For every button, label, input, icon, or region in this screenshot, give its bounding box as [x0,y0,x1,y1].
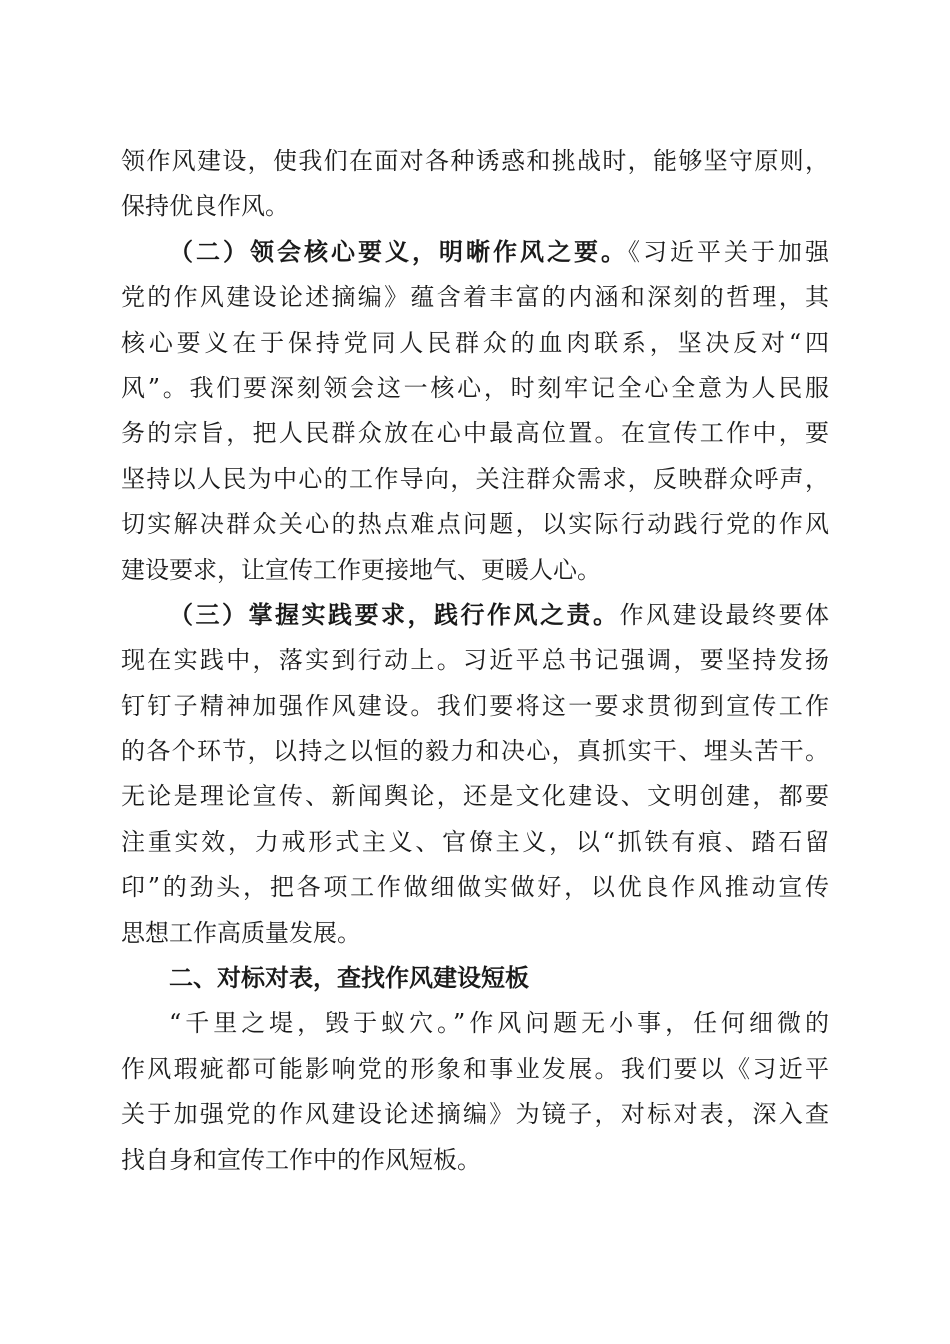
paragraph-line: 保持优良作风。 [121,192,289,221]
paragraph-text: 《习近平关于加强 [628,237,829,266]
paragraph-line: 注重实效，力戒形式主义、官僚主义，以“抓铁有痕、踏石留 [121,827,829,856]
paragraph-line: 切实解决群众关心的热点难点问题，以实际行动践行党的作风 [121,510,829,539]
paragraph-line: 印”的劲头，把各项工作做细做实做好，以优良作风推动宣传 [121,873,829,902]
paragraph-line: 务的宗旨，把人民群众放在心中最高位置。在宣传工作中，要 [121,419,829,448]
paragraph-line: 的各个环节，以持之以恒的毅力和决心，真抓实干、埋头苦干。 [121,737,829,766]
paragraph-line: 核心要义在于保持党同人民群众的血肉联系，坚决反对“四 [121,328,829,357]
paragraph-line: 风”。我们要深刻领会这一核心，时刻牢记全心全意为人民服 [121,373,829,402]
subheading-lead: （三）掌握实践要求，践行作风之责。 [169,600,620,629]
paragraph-line: 现在实践中，落实到行动上。习近平总书记强调，要坚持发扬 [121,646,829,675]
paragraph-line: 作风瑕疵都可能影响党的形象和事业发展。我们要以《习近平 [121,1054,829,1083]
section-heading: 二、对标对表，查找作风建设短板 [169,964,529,993]
paragraph-line: 无论是理论宣传、新闻舆论，还是文化建设、文明创建，都要 [121,782,829,811]
paragraph-line: 坚持以人民为中心的工作导向，关注群众需求，反映群众呼声， [121,464,829,493]
paragraph-text: 作风建设最终要体 [619,600,829,629]
document-body [121,139,829,1183]
paragraph-line: 找自身和宣传工作中的作风短板。 [121,1145,481,1174]
subheading-lead: （二）领会核心要义，明晰作风之要。 [169,237,628,266]
paragraph-line: 思想工作高质量发展。 [121,918,361,947]
paragraph-line: 党的作风建设论述摘编》蕴含着丰富的内涵和深刻的哲理，其 [121,283,829,312]
paragraph-line: 钉钉子精神加强作风建设。我们要将这一要求贯彻到宣传工作 [121,691,829,720]
paragraph-line: 关于加强党的作风建设论述摘编》为镜子，对标对表，深入查 [121,1100,829,1129]
paragraph-line: 领作风建设，使我们在面对各种诱惑和挑战时，能够坚守原则， [121,147,829,175]
paragraph-first-line: “千里之堤，毁于蚁穴。”作风问题无小事，任何细微的 [169,1009,829,1038]
paragraph-first-line [121,230,829,275]
paragraph-line: 建设要求，让宣传工作更接地气、更暖人心。 [121,555,601,584]
paragraph-first-line [121,593,829,638]
